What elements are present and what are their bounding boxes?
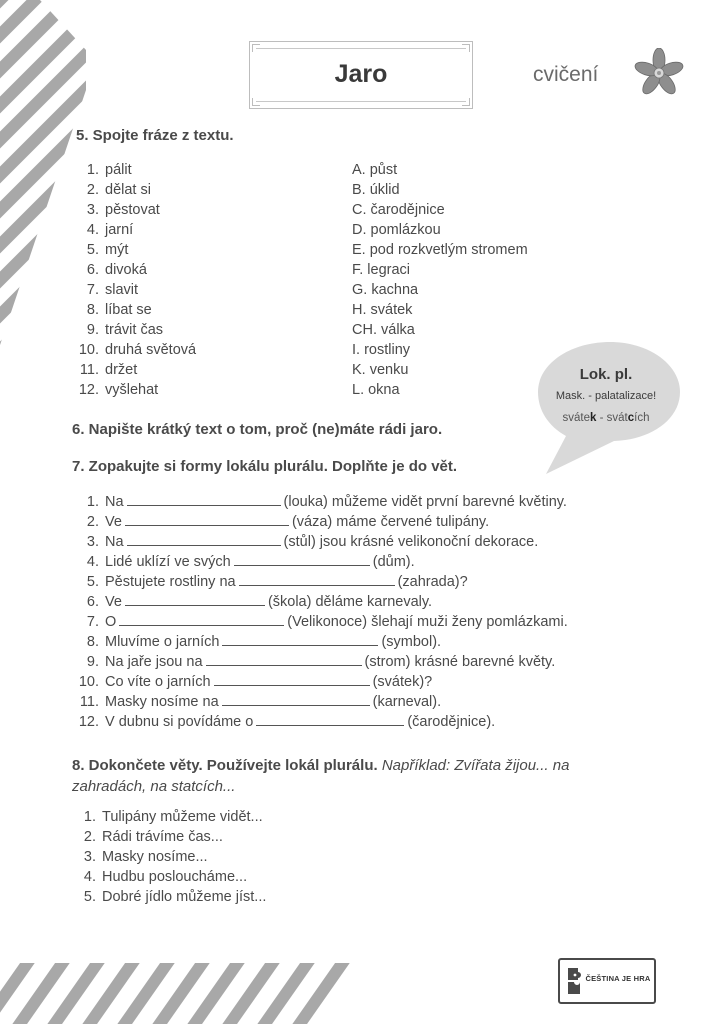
item-number: 2. xyxy=(86,514,99,530)
section5-right-list xyxy=(352,160,528,400)
answer-blank[interactable] xyxy=(234,552,370,566)
item-prefix: Masky nosíme na xyxy=(105,694,219,710)
item-prefix: Co víte o jarních xyxy=(105,674,211,690)
answer-blank[interactable] xyxy=(222,632,378,646)
list-item xyxy=(76,572,568,592)
flower-icon xyxy=(632,48,686,98)
item-number: 5. xyxy=(83,889,96,905)
item-text: vyšlehat xyxy=(105,382,159,398)
item-text: C. čarodějnice xyxy=(352,202,445,218)
list-item xyxy=(352,300,528,320)
item-text: CH. válka xyxy=(352,322,415,338)
page-subtitle: cvičení xyxy=(533,63,599,86)
list-item xyxy=(76,652,568,672)
item-text: H. svátek xyxy=(352,302,413,318)
answer-blank[interactable] xyxy=(206,652,362,666)
item-suffix: (louka) můžeme vidět první barevné květiny. xyxy=(283,494,567,510)
answer-blank[interactable] xyxy=(239,572,395,586)
item-text: L. okna xyxy=(352,382,400,398)
list-item xyxy=(76,340,196,360)
item-number: 11. xyxy=(79,362,99,378)
item-suffix: (karneval). xyxy=(372,694,442,710)
list-item xyxy=(76,672,568,692)
list-item xyxy=(76,180,196,200)
item-prefix: O xyxy=(105,614,117,630)
item-text: F. legraci xyxy=(352,262,411,278)
bubble-note: Mask. - palatalizace! xyxy=(555,390,657,402)
item-number: 12. xyxy=(78,382,99,398)
item-text: mýt xyxy=(105,242,129,258)
item-number: 7. xyxy=(86,614,99,630)
item-suffix: (symbol). xyxy=(381,634,442,650)
item-number: 3. xyxy=(86,202,99,218)
list-item xyxy=(352,160,528,180)
item-number: 9. xyxy=(86,654,99,670)
section7-list xyxy=(76,492,568,732)
item-suffix: (stůl) jsou krásné velikonoční dekorace. xyxy=(283,534,539,550)
item-prefix: Ve xyxy=(105,514,122,530)
item-text: dělat si xyxy=(105,182,151,198)
answer-blank[interactable] xyxy=(127,532,281,546)
item-text: Masky nosíme... xyxy=(102,849,208,865)
section8-list xyxy=(76,807,266,907)
item-number: 1. xyxy=(86,162,99,178)
item-text: divoká xyxy=(105,262,147,278)
item-number: 3. xyxy=(86,534,99,550)
item-number: 2. xyxy=(83,829,96,845)
list-item xyxy=(76,552,568,572)
answer-blank[interactable] xyxy=(125,512,289,526)
item-number: 4. xyxy=(86,554,99,570)
item-number: 12. xyxy=(78,714,99,730)
item-text: držet xyxy=(105,362,138,378)
logo-text: ČEŠTINA JE HRA xyxy=(585,974,651,983)
item-number: 3. xyxy=(83,849,96,865)
list-item xyxy=(352,320,528,340)
item-number: 6. xyxy=(86,594,99,610)
item-number: 9. xyxy=(86,322,99,338)
answer-blank[interactable] xyxy=(222,692,370,706)
item-text: A. půst xyxy=(352,162,398,178)
item-number: 8. xyxy=(86,634,99,650)
list-item xyxy=(352,220,528,240)
item-prefix: Ve xyxy=(105,594,122,610)
list-item xyxy=(76,632,568,652)
item-number: 1. xyxy=(83,809,96,825)
list-item xyxy=(76,592,568,612)
list-item xyxy=(352,280,528,300)
list-item xyxy=(76,300,196,320)
section5-left-list xyxy=(76,160,196,400)
bubble-example: svátek - svátcích xyxy=(562,412,650,424)
item-text: líbat se xyxy=(105,302,152,318)
list-item xyxy=(76,512,568,532)
list-item xyxy=(352,200,528,220)
list-item xyxy=(76,612,568,632)
item-text: pěstovat xyxy=(105,202,160,218)
list-item xyxy=(76,847,266,867)
answer-blank[interactable] xyxy=(127,492,281,506)
item-suffix: (váza) máme červené tulipány. xyxy=(291,514,490,530)
list-item xyxy=(76,867,266,887)
list-item xyxy=(352,180,528,200)
list-item xyxy=(352,260,528,280)
item-prefix: Na xyxy=(105,534,124,550)
item-suffix: (zahrada)? xyxy=(397,574,468,590)
list-item xyxy=(76,260,196,280)
list-item xyxy=(76,692,568,712)
item-number: 1. xyxy=(86,494,99,510)
item-text: Tulipány můžeme vidět... xyxy=(102,809,263,825)
item-prefix: Mluvíme o jarních xyxy=(105,634,220,650)
item-number: 11. xyxy=(79,694,99,710)
item-text: B. úklid xyxy=(352,182,400,198)
list-item xyxy=(76,827,266,847)
item-suffix: (čarodějnice). xyxy=(407,714,496,730)
item-text: Hudbu posloucháme... xyxy=(102,869,248,885)
decorative-stripes-bottom xyxy=(0,955,360,1024)
list-item xyxy=(76,220,196,240)
item-suffix: (dům). xyxy=(372,554,415,570)
list-item xyxy=(76,280,196,300)
item-number: 4. xyxy=(86,222,99,238)
item-text: Dobré jídlo můžeme jíst... xyxy=(102,889,267,905)
item-text: E. pod rozkvetlým stromem xyxy=(352,242,528,258)
item-number: 5. xyxy=(86,242,99,258)
item-text: pálit xyxy=(105,162,132,178)
item-number: 8. xyxy=(86,302,99,318)
item-suffix: (svátek)? xyxy=(372,674,433,690)
item-prefix: Pěstujete rostliny na xyxy=(105,574,236,590)
list-item xyxy=(76,360,196,380)
title-frame xyxy=(249,41,473,109)
list-item xyxy=(76,240,196,260)
item-prefix: Na jaře jsou na xyxy=(105,654,203,670)
list-item xyxy=(76,887,266,907)
list-item xyxy=(76,200,196,220)
item-number: 5. xyxy=(86,574,99,590)
section7-heading: 7. Zopakujte si formy lokálu plurálu. Doplňte je do vět. xyxy=(72,458,458,475)
item-number: 2. xyxy=(86,182,99,198)
answer-blank[interactable] xyxy=(214,672,370,686)
list-item xyxy=(352,360,528,380)
item-text: Rádi trávíme čas... xyxy=(102,829,223,845)
list-item xyxy=(352,380,528,400)
item-text: druhá světová xyxy=(105,342,197,358)
item-suffix: (škola) děláme karnevaly. xyxy=(267,594,433,610)
item-number: 7. xyxy=(86,282,99,298)
item-text: slavit xyxy=(105,282,139,298)
item-number: 4. xyxy=(83,869,96,885)
item-suffix: (strom) krásné barevné květy. xyxy=(364,654,556,670)
item-suffix: (Velikonoce) šlehají muži ženy pomlázkami. xyxy=(287,614,568,630)
item-text: I. rostliny xyxy=(352,342,411,358)
section5-heading: 5. Spojte fráze z textu. xyxy=(76,127,234,144)
list-item xyxy=(76,160,196,180)
item-prefix: Na xyxy=(105,494,124,510)
item-number: 10. xyxy=(78,342,99,358)
list-item xyxy=(76,712,568,732)
item-text: D. pomlázkou xyxy=(352,222,441,238)
list-item xyxy=(352,340,528,360)
item-text: K. venku xyxy=(352,362,409,378)
item-text: G. kachna xyxy=(352,282,419,298)
brand-logo xyxy=(558,958,656,1004)
item-text: trávit čas xyxy=(105,322,164,338)
item-number: 6. xyxy=(86,262,99,278)
list-item xyxy=(76,532,568,552)
answer-blank[interactable] xyxy=(125,592,265,606)
item-text: jarní xyxy=(105,222,134,238)
item-prefix: Lidé uklízí ve svých xyxy=(105,554,231,570)
list-item xyxy=(76,492,568,512)
list-item xyxy=(76,380,196,400)
item-number: 10. xyxy=(78,674,99,690)
answer-blank[interactable] xyxy=(256,712,404,726)
list-item xyxy=(352,240,528,260)
list-item xyxy=(76,807,266,827)
item-prefix: V dubnu si povídáme o xyxy=(105,714,254,730)
section8-heading: 8. Dokončete věty. Používejte lokál plurálu. Například: Zvířata žijou... na zahradách, na statcích... xyxy=(72,757,570,795)
section6-heading: 6. Napište krátký text o tom, proč (ne)máte rádi jaro. xyxy=(72,421,443,438)
speech-bubble xyxy=(536,340,682,480)
list-item xyxy=(76,320,196,340)
page-title: Jaro xyxy=(334,60,388,88)
answer-blank[interactable] xyxy=(119,612,284,626)
bubble-title: Lok. pl. xyxy=(579,366,633,383)
